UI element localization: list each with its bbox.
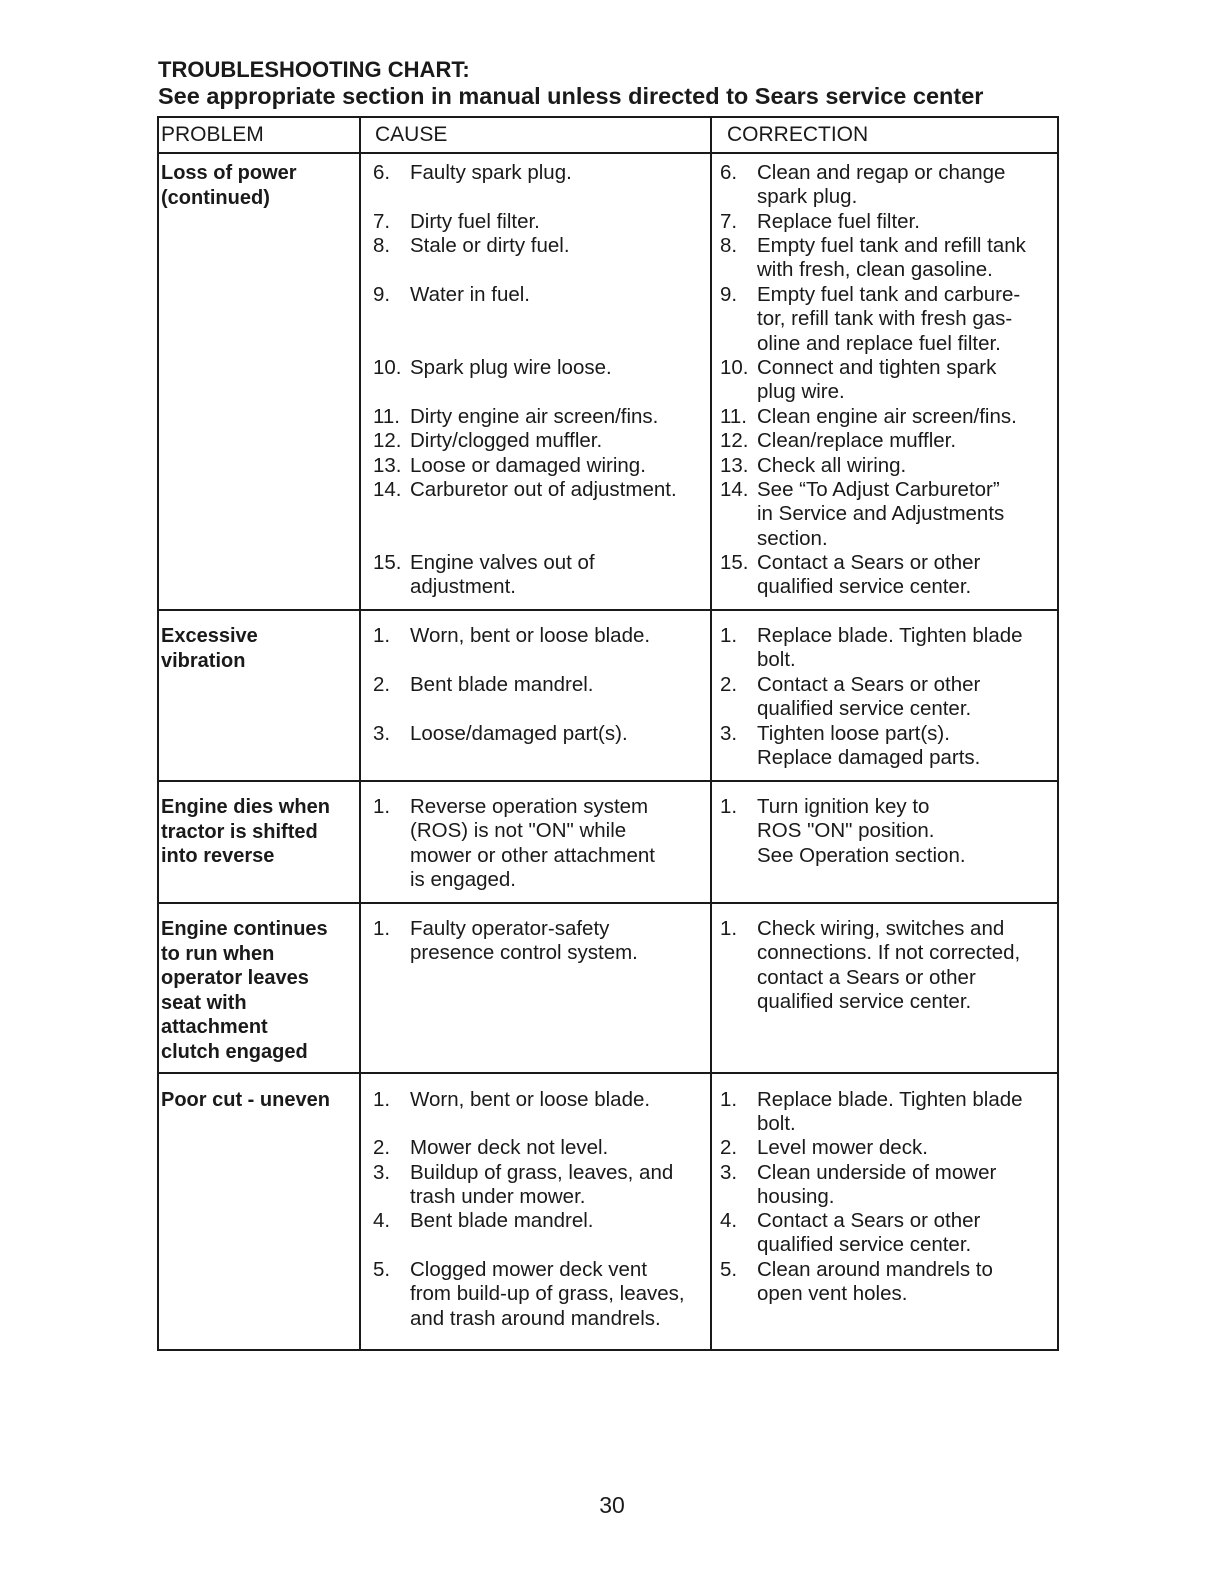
page-number: 30 [599, 1492, 625, 1518]
item-text: Worn, bent or loose blade. [410, 624, 651, 647]
correction-item [720, 795, 1058, 868]
cause-item [373, 1258, 709, 1331]
correction-item [720, 624, 1058, 673]
item-text: Replace fuel filter. [757, 210, 920, 233]
item-text: Bent blade mandrel. [410, 673, 594, 696]
problem-cell: Loss of power (continued) [161, 162, 297, 209]
chart-title: TROUBLESHOOTING CHART: [158, 57, 470, 82]
item-number: 1. [720, 1088, 738, 1111]
cause-item [373, 210, 709, 234]
correction-item [720, 356, 1058, 405]
item-text: Empty fuel tank and refill tank with fresh, clean gasoline. [757, 234, 1026, 282]
item-number: 10. [720, 356, 749, 379]
item-text: Buildup of grass, leaves, and trash under mower. [410, 1161, 674, 1209]
item-text: Check all wiring. [757, 454, 907, 477]
item-text: Check wiring, switches and connections. If not corrected, contact a Sears or other qualified service center. [757, 917, 1021, 1014]
correction-item [720, 429, 1058, 453]
correction-item [720, 673, 1058, 722]
item-text: Tighten loose part(s). Replace damaged parts. [757, 722, 981, 770]
item-number: 9. [720, 283, 738, 306]
item-number: 6. [720, 161, 738, 184]
cause-item [373, 234, 709, 258]
column-header-correction: CORRECTION [727, 123, 869, 146]
item-number: 1. [373, 1088, 391, 1111]
item-number: 1. [720, 624, 738, 647]
item-text: Faulty spark plug. [410, 161, 572, 184]
column-header-cause: CAUSE [375, 123, 448, 146]
item-text: Carburetor out of adjustment. [410, 478, 677, 501]
cause-item [373, 624, 709, 648]
correction-item [720, 405, 1058, 429]
item-number: 7. [373, 210, 391, 233]
item-number: 11. [720, 405, 747, 428]
item-text: Clogged mower deck vent from build-up of grass, leaves, and trash around mandrels. [410, 1258, 685, 1330]
item-text: See “To Adjust Carburetor” in Service and Adjustments section. [757, 478, 1005, 550]
column-divider [710, 118, 712, 1349]
cause-item [373, 551, 709, 600]
item-text: Dirty engine air screen/fins. [410, 405, 659, 428]
item-number: 3. [720, 722, 738, 745]
item-number: 11. [373, 405, 400, 428]
item-text: Contact a Sears or other qualified service center. [757, 1209, 981, 1257]
item-text: Engine valves out of adjustment. [410, 551, 595, 599]
item-text: Clean around mandrels to open vent holes. [757, 1258, 993, 1306]
chart-subtitle: See appropriate section in manual unless directed to Sears service center [158, 83, 984, 109]
item-number: 12. [373, 429, 402, 452]
correction-item [720, 722, 1058, 771]
item-number: 2. [373, 673, 391, 696]
cause-item [373, 1088, 709, 1112]
row-divider [159, 609, 1057, 611]
troubleshooting-table [157, 116, 1059, 1351]
item-text: Dirty/clogged muffler. [410, 429, 603, 452]
item-text: Empty fuel tank and carbure- tor, refill tank with fresh gas- oline and replace fuel filter. [757, 283, 1021, 355]
header-divider [159, 152, 1057, 154]
item-number: 2. [720, 673, 738, 696]
item-number: 4. [720, 1209, 738, 1232]
item-number: 10. [373, 356, 402, 379]
cause-item [373, 1209, 709, 1233]
correction-item [720, 1209, 1058, 1258]
correction-item [720, 917, 1058, 1015]
correction-item [720, 551, 1058, 600]
correction-item [720, 283, 1058, 356]
correction-item [720, 161, 1058, 210]
item-number: 5. [373, 1258, 391, 1281]
item-number: 1. [720, 795, 738, 818]
item-number: 4. [373, 1209, 391, 1232]
item-text: Clean and regap or change spark plug. [757, 161, 1006, 209]
item-number: 6. [373, 161, 391, 184]
item-number: 14. [720, 478, 749, 501]
cause-item [373, 1136, 709, 1160]
correction-item [720, 1161, 1058, 1210]
column-header-problem: PROBLEM [161, 123, 264, 146]
item-text: Worn, bent or loose blade. [410, 1088, 651, 1111]
cause-item [373, 722, 709, 746]
cause-item [373, 1161, 709, 1210]
cause-item [373, 405, 709, 429]
item-number: 15. [373, 551, 402, 574]
cause-item [373, 161, 709, 185]
item-text: Clean underside of mower housing. [757, 1161, 997, 1209]
correction-item [720, 210, 1058, 234]
cause-item [373, 478, 709, 502]
correction-item [720, 1258, 1058, 1307]
item-number: 2. [720, 1136, 738, 1159]
correction-item [720, 1088, 1058, 1137]
item-text: Bent blade mandrel. [410, 1209, 594, 1232]
item-text: Loose/damaged part(s). [410, 722, 628, 745]
column-divider [359, 118, 361, 1349]
item-text: Turn ignition key to ROS "ON" position. See Operation section. [757, 795, 966, 867]
item-text: Level mower deck. [757, 1136, 928, 1159]
item-number: 2. [373, 1136, 391, 1159]
cause-item [373, 454, 709, 478]
item-number: 1. [720, 917, 738, 940]
correction-item [720, 454, 1058, 478]
item-number: 1. [373, 795, 391, 818]
item-number: 1. [373, 624, 391, 647]
item-text: Dirty fuel filter. [410, 210, 540, 233]
problem-cell: Engine continues to run when operator leaves seat with attachment clutch engaged [161, 918, 328, 1063]
item-text: Reverse operation system (ROS) is not "ON" while mower or other attachment is engaged. [410, 795, 655, 892]
cause-item [373, 429, 709, 453]
item-text: Faulty operator-safety presence control system. [410, 917, 638, 965]
row-divider [159, 1072, 1057, 1074]
item-number: 7. [720, 210, 738, 233]
problem-cell: Engine dies when tractor is shifted into reverse [161, 796, 330, 867]
row-divider [159, 902, 1057, 904]
correction-item [720, 234, 1058, 283]
item-text: Stale or dirty fuel. [410, 234, 570, 257]
correction-item [720, 478, 1058, 551]
item-text: Connect and tighten spark plug wire. [757, 356, 997, 404]
item-text: Contact a Sears or other qualified service center. [757, 551, 981, 599]
correction-item [720, 1136, 1058, 1160]
item-text: Replace blade. Tighten blade bolt. [757, 1088, 1023, 1136]
item-text: Replace blade. Tighten blade bolt. [757, 624, 1023, 672]
problem-cell: Excessive vibration [161, 625, 258, 672]
cause-item [373, 795, 709, 893]
item-number: 8. [373, 234, 391, 257]
cause-item [373, 356, 709, 380]
item-text: Mower deck not level. [410, 1136, 609, 1159]
item-number: 9. [373, 283, 391, 306]
problem-cell: Poor cut - uneven [161, 1089, 330, 1111]
item-text: Clean/replace muffler. [757, 429, 957, 452]
item-text: Water in fuel. [410, 283, 531, 306]
item-number: 3. [373, 722, 391, 745]
cause-item [373, 283, 709, 307]
cause-item [373, 917, 709, 966]
item-number: 15. [720, 551, 749, 574]
item-number: 8. [720, 234, 738, 257]
item-number: 3. [720, 1161, 738, 1184]
item-number: 13. [720, 454, 749, 477]
item-number: 14. [373, 478, 402, 501]
item-number: 1. [373, 917, 391, 940]
item-number: 5. [720, 1258, 738, 1281]
cause-item [373, 673, 709, 697]
item-number: 12. [720, 429, 749, 452]
item-text: Spark plug wire loose. [410, 356, 612, 379]
row-divider [159, 780, 1057, 782]
item-text: Contact a Sears or other qualified service center. [757, 673, 981, 721]
item-text: Loose or damaged wiring. [410, 454, 646, 477]
item-number: 3. [373, 1161, 391, 1184]
item-number: 13. [373, 454, 402, 477]
item-text: Clean engine air screen/fins. [757, 405, 1017, 428]
